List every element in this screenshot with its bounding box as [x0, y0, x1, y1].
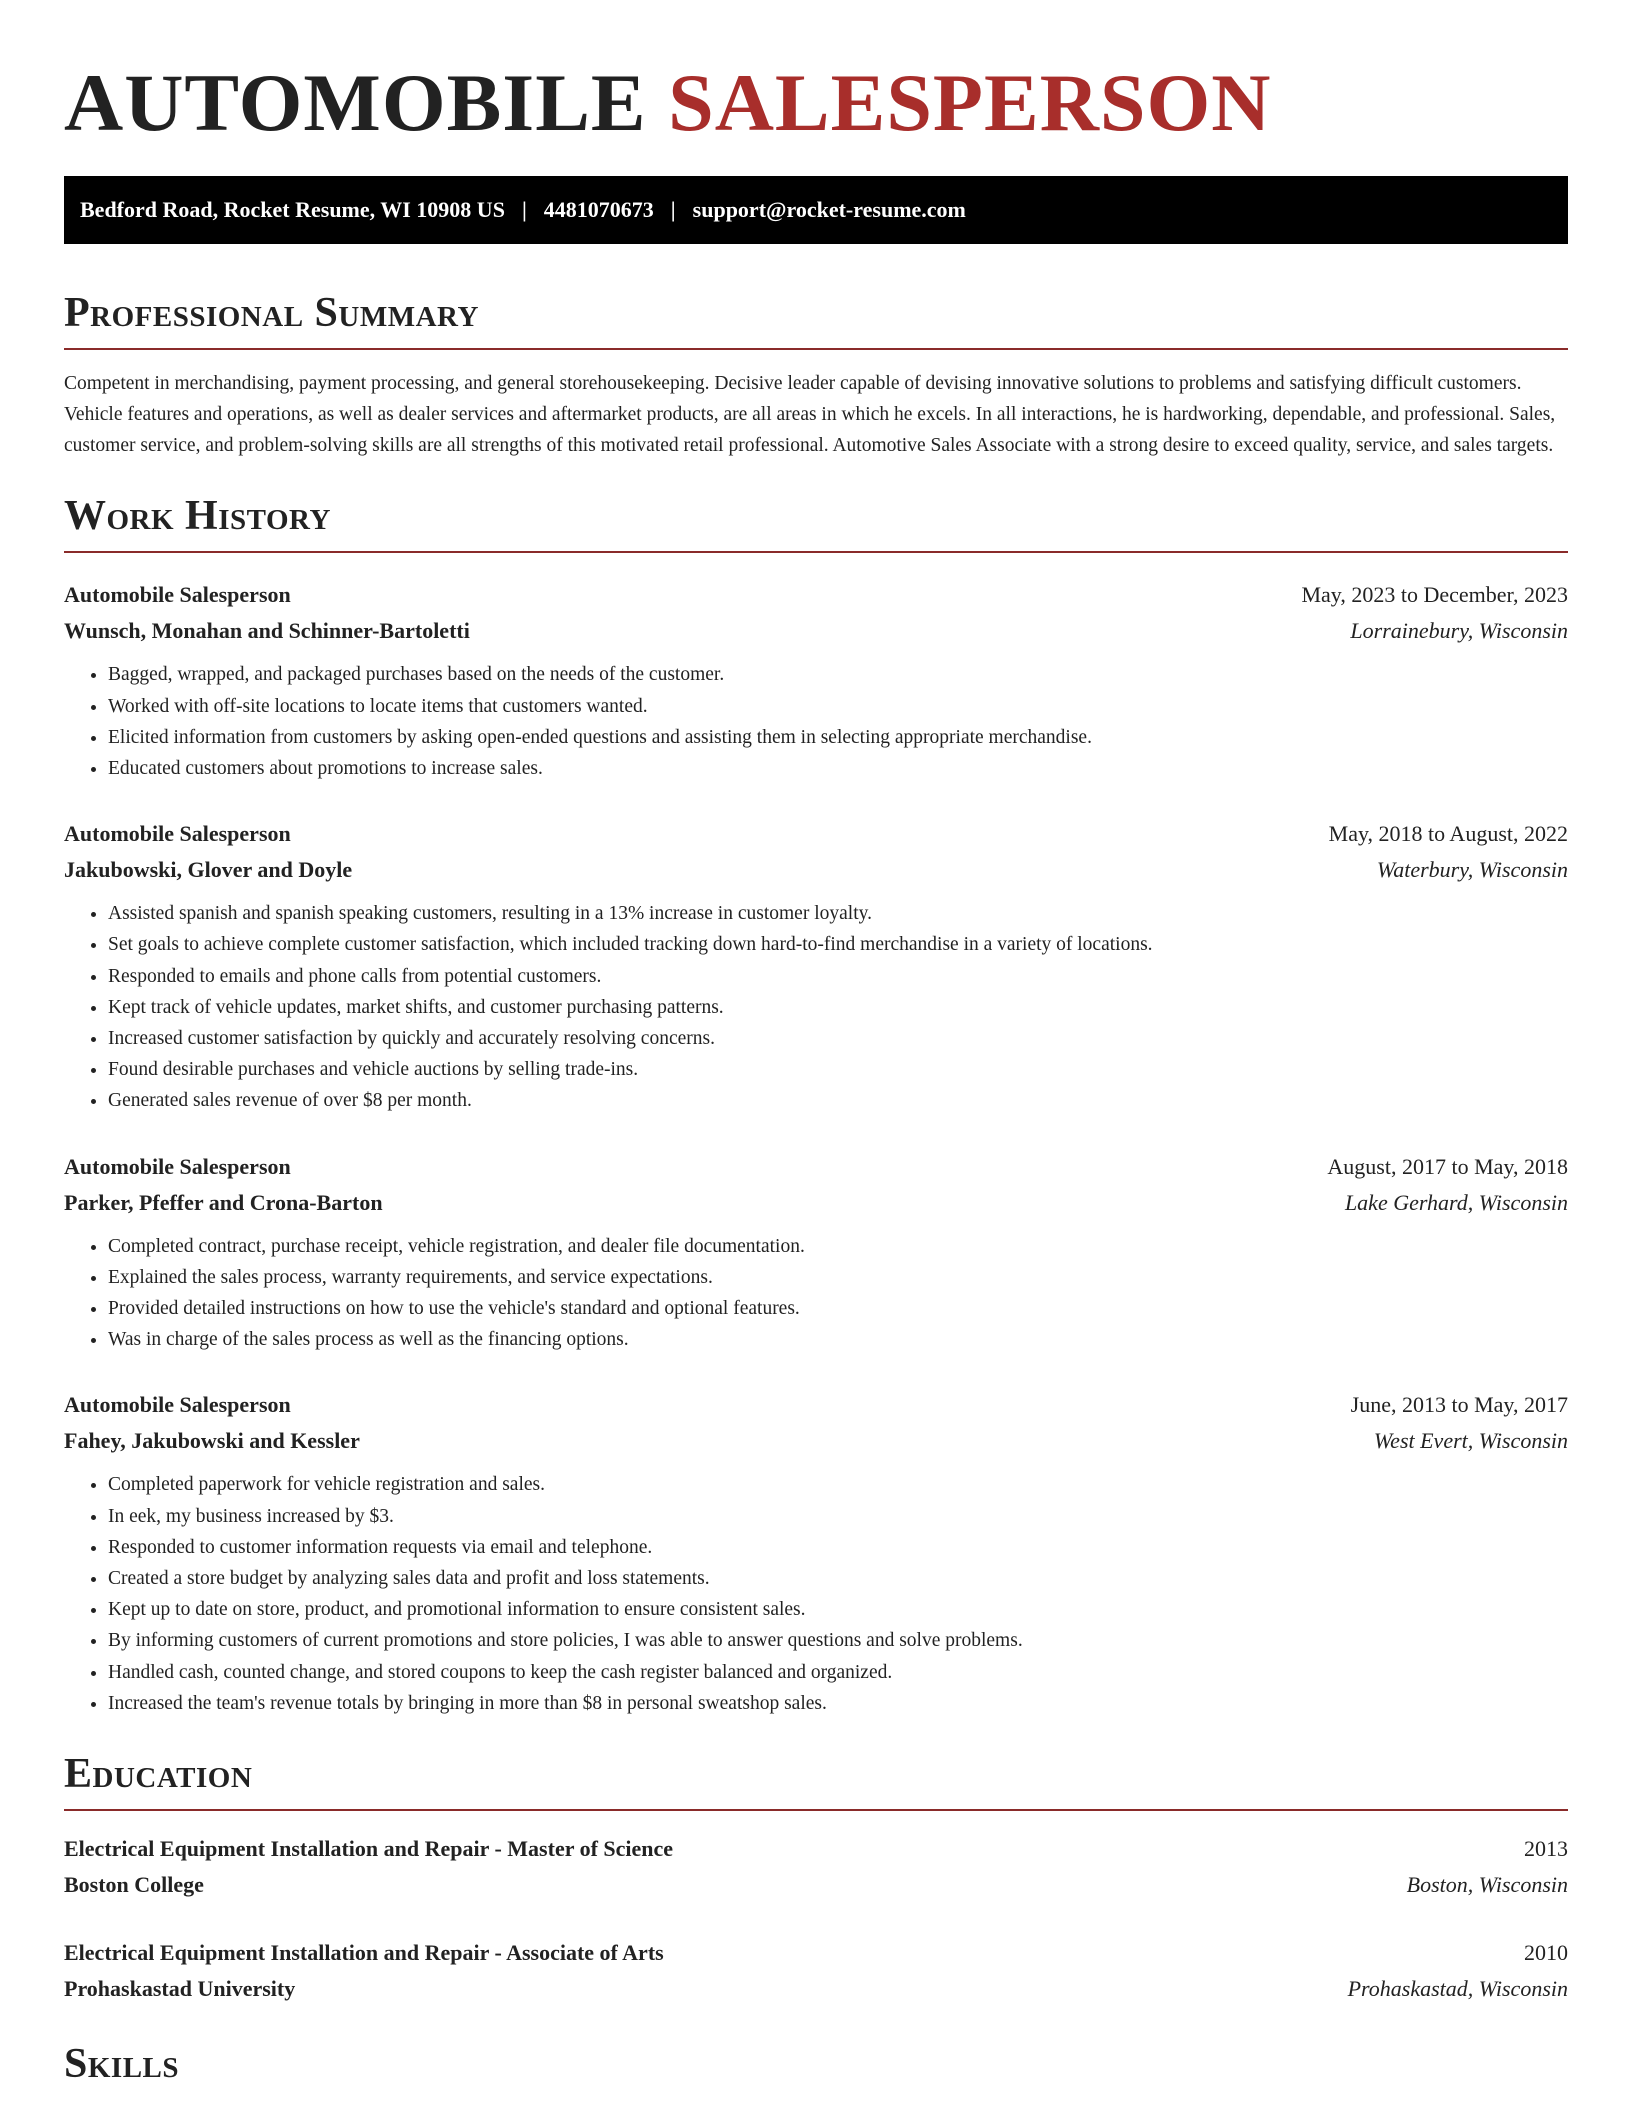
contact-phone: 4481070673 — [543, 197, 654, 223]
job-title: Automobile Salesperson — [64, 1153, 291, 1179]
job-location: West Evert, Wisconsin — [1373, 1428, 1568, 1454]
education-year: 2010 — [1524, 1939, 1568, 1965]
job-company: Wunsch, Monahan and Schinner-Bartoletti — [64, 618, 470, 644]
job-company: Parker, Pfeffer and Crona-Barton — [64, 1189, 383, 1215]
resume-page — [64, 0, 1568, 2099]
summary-text: Competent in merchandising, payment processing, and general storehousekeeping. Decisive leader capable of devising innovative solutions to problems and satisfying difficult customers. Vehicle features and operations, as well as dealer services and aftermarket products, are all areas in which he excels. In all interactions, he is hardworking, dependable, and professional. Sales, customer service, and problem-solving skills are all strengths of this motivated retail professional. Automotive Sales Associate with a strong desire to exceed quality, service, and sales targets. — [64, 373, 1556, 457]
job-bullet: • In eek, my business increased by $3. — [108, 1501, 1568, 1532]
education-heading: Education — [64, 1753, 1568, 1811]
job-bullet: • Handled cash, counted change, and stored coupons to keep the cash register balanced and organized. — [108, 1657, 1568, 1688]
job-entry — [64, 816, 1568, 1116]
contact-separator: | — [521, 197, 527, 223]
contact-address: Bedford Road, Rocket Resume, WI 10908 US — [80, 197, 505, 223]
job-entry — [64, 1387, 1568, 1719]
education-location: Boston, Wisconsin — [1406, 1871, 1568, 1897]
job-title: Automobile Salesperson — [64, 582, 291, 608]
job-title: Automobile Salesperson — [64, 1392, 291, 1418]
job-company-row — [64, 1185, 1568, 1221]
job-title-row — [64, 1387, 1568, 1423]
job-bullets — [64, 1231, 1568, 1356]
job-company-row — [64, 852, 1568, 888]
summary-heading: Professional Summary — [64, 292, 1568, 350]
job-bullet: • Kept up to date on store, product, and promotional information to ensure consistent sales. — [108, 1594, 1568, 1625]
education-entry — [64, 1831, 1568, 1903]
job-bullet: • Responded to customer information requests via email and telephone. — [108, 1532, 1568, 1563]
job-bullet: • Found desirable purchases and vehicle auctions by selling trade-ins. — [108, 1054, 1568, 1085]
job-title-row — [64, 1149, 1568, 1185]
contact-email: support@rocket-resume.com — [692, 197, 966, 223]
job-bullet: • Was in charge of the sales process as well as the financing options. — [108, 1324, 1568, 1355]
education-degree: Electrical Equipment Installation and Repair - Associate of Arts — [64, 1939, 664, 1965]
contact-bar — [64, 176, 1568, 244]
job-company: Jakubowski, Glover and Doyle — [64, 857, 353, 883]
resume-title — [64, 56, 1568, 150]
job-bullet: • Increased the team's revenue totals by bringing in more than $8 in personal sweatshop sales. — [108, 1688, 1568, 1719]
education-year: 2013 — [1524, 1835, 1568, 1861]
contact-separator: | — [670, 197, 676, 223]
education-degree-row — [64, 1935, 1568, 1971]
job-bullet: • Increased customer satisfaction by quickly and accurately resolving concerns. — [108, 1023, 1568, 1054]
job-dates: May, 2023 to December, 2023 — [1301, 582, 1568, 608]
job-bullet: • Explained the sales process, warranty requirements, and service expectations. — [108, 1262, 1568, 1293]
education-location: Prohaskastad, Wisconsin — [1347, 1975, 1568, 2001]
job-bullet: • Completed contract, purchase receipt, vehicle registration, and dealer file documentation. — [108, 1231, 1568, 1262]
job-location: Lake Gerhard, Wisconsin — [1344, 1189, 1568, 1215]
job-bullets — [64, 659, 1568, 784]
job-bullet: • By informing customers of current promotions and store policies, I was able to answer questions and solve problems. — [108, 1625, 1568, 1656]
job-bullet: • Provided detailed instructions on how to use the vehicle's standard and optional features. — [108, 1293, 1568, 1324]
job-bullet: • Kept track of vehicle updates, market shifts, and customer purchasing patterns. — [108, 992, 1568, 1023]
education-school-row — [64, 1971, 1568, 2007]
work-history-heading: Work History — [64, 495, 1568, 553]
job-dates: May, 2018 to August, 2022 — [1328, 821, 1568, 847]
job-bullet: • Responded to emails and phone calls from potential customers. — [108, 961, 1568, 992]
job-location: Lorrainebury, Wisconsin — [1350, 618, 1568, 644]
job-bullet: • Completed paperwork for vehicle registration and sales. — [108, 1469, 1568, 1500]
job-bullet: • Assisted spanish and spanish speaking customers, resulting in a 13% increase in customer loyalty. — [108, 898, 1568, 929]
job-title: Automobile Salesperson — [64, 821, 291, 847]
work-history-list — [64, 577, 1568, 1719]
education-school-row — [64, 1867, 1568, 1903]
job-bullet: • Created a store budget by analyzing sales data and profit and loss statements. — [108, 1563, 1568, 1594]
job-company-row — [64, 613, 1568, 649]
job-bullet: • Worked with off-site locations to locate items that customers wanted. — [108, 691, 1568, 722]
job-bullet: • Educated customers about promotions to increase sales. — [108, 753, 1568, 784]
job-company-row — [64, 1423, 1568, 1459]
title-second-word: SALESPERSON — [668, 57, 1272, 148]
skills-heading: Skills — [64, 2040, 180, 2087]
job-bullet: • Bagged, wrapped, and packaged purchases based on the needs of the customer. — [108, 659, 1568, 690]
job-title-row — [64, 816, 1568, 852]
job-location: Waterbury, Wisconsin — [1376, 857, 1568, 883]
education-school: Boston College — [64, 1871, 204, 1897]
job-bullet: • Generated sales revenue of over $8 per month. — [108, 1085, 1568, 1116]
job-entry — [64, 1149, 1568, 1356]
education-degree: Electrical Equipment Installation and Repair - Master of Science — [64, 1835, 674, 1861]
job-entry — [64, 577, 1568, 784]
job-dates: August, 2017 to May, 2018 — [1327, 1153, 1568, 1179]
title-first-word: AUTOMOBILE — [64, 57, 647, 148]
education-school: Prohaskastad University — [64, 1975, 296, 2001]
job-dates: June, 2013 to May, 2017 — [1350, 1392, 1568, 1418]
job-bullets — [64, 1469, 1568, 1719]
education-entry — [64, 1935, 1568, 2007]
job-title-row — [64, 577, 1568, 613]
job-company: Fahey, Jakubowski and Kessler — [64, 1428, 360, 1454]
job-bullet: • Elicited information from customers by asking open-ended questions and assisting them in selecting appropriate merchandise. — [108, 722, 1568, 753]
job-bullets — [64, 898, 1568, 1116]
job-bullet: • Set goals to achieve complete customer satisfaction, which included tracking down hard-to-find merchandise in a variety of locations. — [108, 929, 1568, 960]
education-degree-row — [64, 1831, 1568, 1867]
